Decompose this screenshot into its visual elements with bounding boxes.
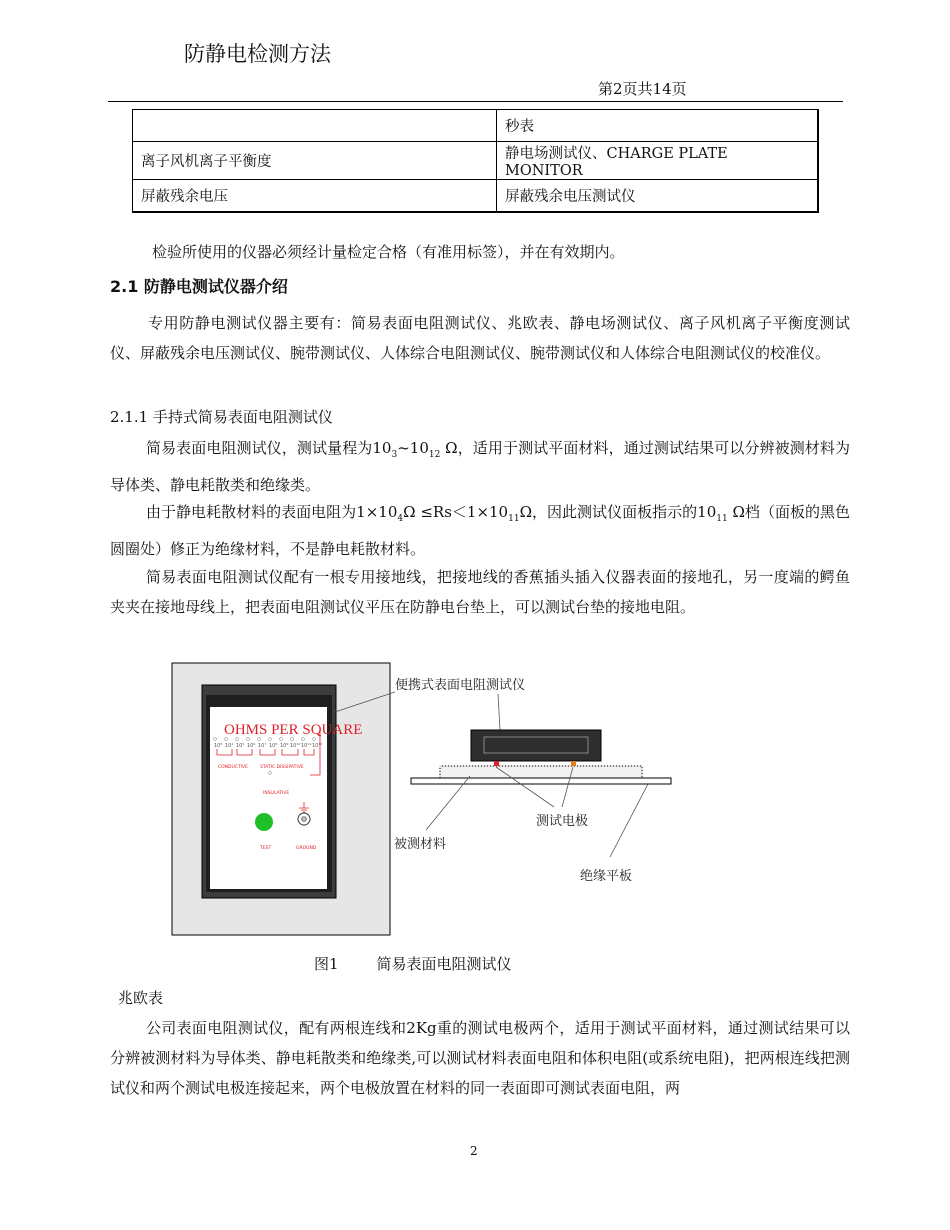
instrument-table (132, 109, 819, 213)
paragraph-megohmmeter: 公司表面电阻测试仪，配有两根连线和2Kg重的测试电极两个，适用于测试平面材料，通过测试结果可以分辨被测材料为导体类、静电耗散类和绝缘类,可以测试材料表面电阻和体积电阻(或系统电阻)，把两根连线把测试仪和两个测试电极连接起来，两个电极放置在材料的同一表面即可测试表面电阻，两 (110, 1019, 850, 1097)
label-ground: GROUND (296, 846, 317, 851)
scale-tick-label: 10³ (214, 743, 223, 749)
page-info: 第2页共14页 (598, 80, 687, 98)
electrode-right (571, 761, 576, 766)
table-cell: 屏蔽残余电压 (133, 180, 497, 213)
scale-tick-label: 10⁷ (258, 743, 267, 749)
label-plate: 绝缘平板 (580, 869, 633, 884)
test-button[interactable] (255, 813, 273, 831)
header-divider (108, 101, 843, 102)
figure-caption: 图1 简易表面电阻测试仪 (314, 955, 512, 973)
section-heading: 2.1 防静电测试仪器介绍 (110, 277, 288, 296)
leader-line-plate (610, 784, 648, 857)
heading-megohmmeter: 兆欧表 (118, 989, 164, 1007)
tested-material (440, 766, 642, 778)
tester-side-view (471, 730, 601, 761)
insulating-plate (411, 778, 671, 784)
electrode-left (494, 761, 499, 766)
table-cell (133, 110, 497, 142)
table-row (133, 180, 819, 213)
subsection-heading: 2.1.1 手持式简易表面电阻测试仪 (110, 408, 333, 426)
label-material: 被测材料 (394, 837, 447, 852)
scale-tick-label: 10⁴ (225, 743, 234, 749)
paragraph-grounding: 简易表面电阻测试仪配有一根专用接地线，把接地线的香蕉插头插入仪器表面的接地孔，另一度端的鳄鱼夹夹在接地母线上，把表面电阻测试仪平压在防静电台垫上，可以测试台垫的接地电阻。 (110, 568, 850, 616)
label-test: TEST (260, 846, 272, 851)
device-title: OHMS PER SQUARE (224, 722, 363, 738)
table-row (133, 110, 819, 142)
table-cell: 屏蔽残余电压测试仪 (497, 180, 819, 213)
scale-tick-label: 10⁵ (236, 743, 245, 749)
table-cell: 秒表 (497, 110, 819, 142)
paragraph-instruments: 专用防静电测试仪器主要有：简易表面电阻测试仪、兆欧表、静电场测试仪、离子风机离子平衡度测试仪、屏蔽残余电压测试仪、腕带测试仪、人体综合电阻测试仪、腕带测试仪和人体综合电阻测试仪的校准仪。 (110, 314, 850, 362)
scale-tick-label: 10⁶ (247, 743, 256, 749)
label-electrode: 测试电极 (536, 814, 589, 829)
paragraph-calibration: 检验所使用的仪器必须经计量检定合格（有准用标签），并在有效期内。 (152, 243, 625, 261)
page-number: 2 (470, 1144, 478, 1158)
label-static-dissipative: STATIC DISSIPATIVE (260, 765, 304, 770)
table-row (133, 142, 819, 180)
scale-tick-label: 10⁹ (280, 743, 289, 749)
label-conductive: CONDUCTIVE (218, 765, 248, 770)
ground-jack-center (302, 817, 307, 822)
leader-line-device-2 (498, 694, 500, 730)
scale-tick-label: 10¹⁰ (290, 743, 301, 749)
paragraph-dissipative: 由于静电耗散材料的表面电阻为$1\times 10_4\Omega \le Rs<1\times 10_{11}\Omega$，因此测试仪面板指示的$10_{11}$ Ω档（面板的黑色圆圈处）修正为绝缘材料，不是静电耗散材料。 (110, 503, 851, 558)
figure-resistance-tester (170, 660, 690, 940)
scale-tick-label: 10¹² (312, 743, 323, 749)
paragraph-range: 简易表面电阻测试仪，测试量程为$10_3\sim 10_{12}$ Ω，适用于测试平面材料，通过测试结果可以分辨被测材料为导体类、静电耗散类和绝缘类。 (110, 439, 850, 494)
scale-tick-label: 10¹¹ (301, 743, 312, 749)
scale-tick-label: 10⁸ (269, 743, 278, 749)
table-cell: 离子风机离子平衡度 (133, 142, 497, 180)
document-title: 防静电检测方法 (184, 42, 331, 66)
label-insulative: INSULATIVE (263, 791, 290, 796)
table-cell: 静电场测试仪、CHARGE PLATE MONITOR (497, 142, 819, 180)
label-device: 便携式表面电阻测试仪 (395, 678, 526, 693)
